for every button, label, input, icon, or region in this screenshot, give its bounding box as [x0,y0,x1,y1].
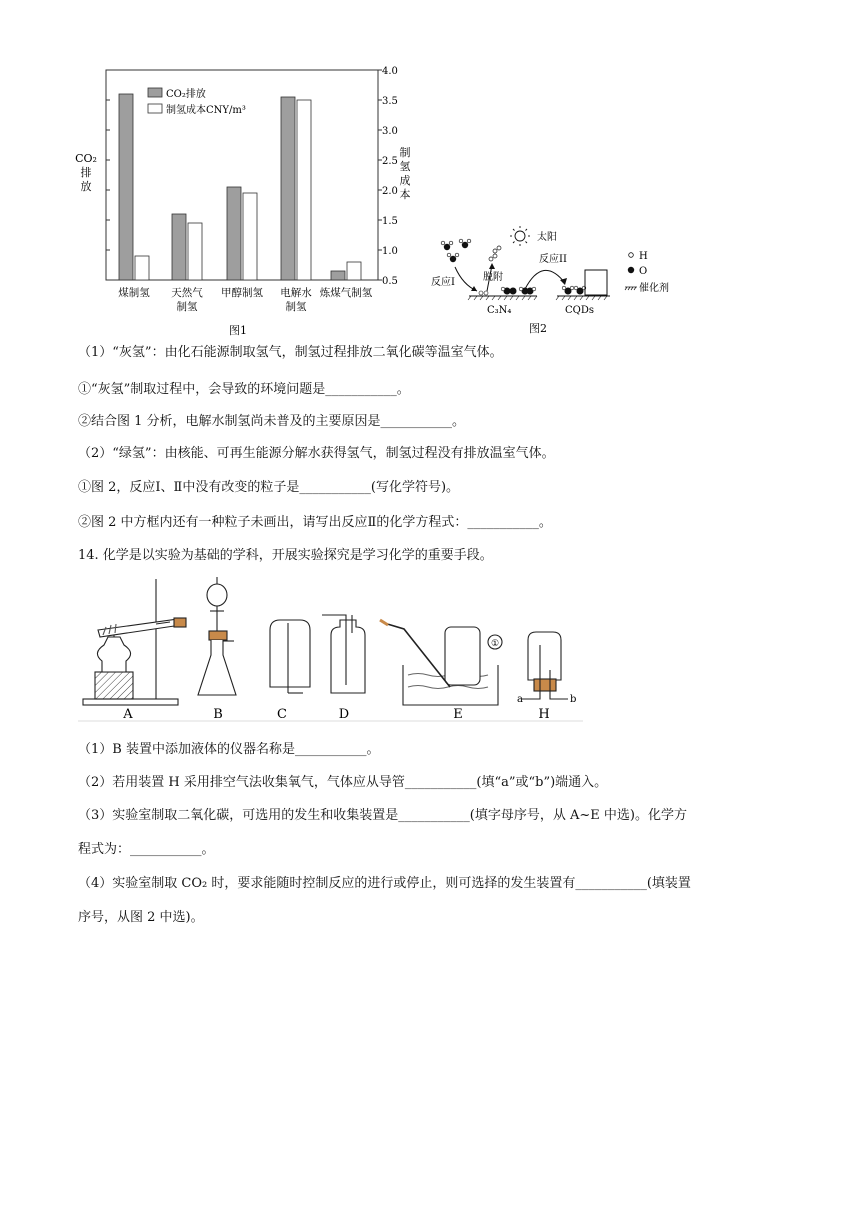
right-tick-label-7: 0.5 [382,276,398,287]
y-left-label-2: 放 [80,180,92,193]
label-d: D [338,707,350,722]
cost-bar-2 [243,193,257,280]
sub-question-4-line2: 序号，从图 2 中选)。 [78,910,204,925]
arrow-reaction2 [525,270,565,289]
right-tick-label-0: 4.0 [382,66,398,77]
y-left-label-1: 排 [80,166,92,179]
right-tick-label-5: 1.5 [382,216,398,227]
label-b: B [213,707,223,722]
figure1-chart [70,60,410,345]
label-reaction1: 反应I [431,277,455,288]
category-label-1a: 天然气 [171,287,203,299]
co2-bar-4 [331,271,345,280]
label-a: A [123,707,133,722]
plot-frame [106,70,378,280]
label-h: H [538,707,550,722]
y-right-label-2: 成 [399,174,410,187]
q1-a: ①“灰氢”制取过程中，会导致的环境问题是___________。 [78,382,410,397]
apparatus-c [270,620,310,693]
figure2-caption: 图2 [529,322,547,335]
sub-question-4-line1: （4）实验室制取 CO₂ 时，要求能随时控制反应的进行或停止，则可选择的发生装置有___________(填装置 [78,876,691,891]
legend-co2-label: CO₂排放 [166,89,206,100]
y-right-label-3: 本 [399,188,410,201]
label-sun: 太阳 [537,232,557,243]
legend-h-icon [629,253,634,258]
figure2-diagram [425,225,690,340]
label-desorb: 脱附 [483,272,503,283]
label-cqds: CQDs [565,305,594,316]
cost-bar-4 [347,262,361,280]
q14-title: 14. 化学是以实验为基础的学科，开展实验探究是学习化学的重要手段。 [78,548,493,563]
right-tick-label-1: 3.5 [382,96,398,107]
label-c: C [277,707,287,722]
sub-question-2: （2）若用装置 H 采用排空气法收集氧气，气体应从导管___________(填“a”或“b”)端通入。 [78,775,608,790]
marker-1: ① [490,639,500,649]
category-label-3a: 电解水 [280,287,312,299]
legend-o: O [639,266,648,277]
apparatus-h [522,632,568,699]
empty-box [585,270,607,295]
sun-icon [510,226,530,246]
legend-o-icon [628,267,634,273]
category-label-0: 煤制氢 [118,287,150,299]
sub-question-3-line1: （3）实验室制取二氧化碳，可选用的发生和收集装置是___________(填字母序号，从 A~E 中选)。化学方 [78,808,687,823]
co2-bar-3 [281,97,295,280]
apparatus-e [380,620,502,705]
category-label-4: 炼煤气制氢 [319,287,373,299]
port-a: a [517,694,523,705]
water-molecules-group [441,239,471,262]
y-left-label-0: CO₂ [75,152,97,165]
category-label-3b: 制氢 [285,301,307,313]
apparatus-b [198,577,236,695]
right-tick-label-2: 3.0 [382,126,398,137]
category-label-1b: 制氢 [176,301,198,313]
cost-bar-0 [135,256,149,280]
cost-bar-3 [297,100,311,280]
cost-bar-1 [188,223,202,280]
port-b: b [570,694,577,705]
legend-cost-swatch [148,104,162,113]
sub-question-3-line2: 程式为：___________。 [78,842,215,857]
apparatus-figure [78,575,583,725]
label-reaction2: 反应II [539,254,567,265]
y-right-label-0: 制 [399,146,410,159]
q2-intro: （2）“绿氢”：由核能、可再生能源分解水获得氢气，制氢过程没有排放温室气体。 [78,446,555,461]
legend-co2-swatch [148,88,162,97]
right-tick-label-6: 1.0 [382,246,398,257]
right-tick-label-3: 2.5 [382,156,398,167]
q1-b: ②结合图 1 分析，电解水制氢尚未普及的主要原因是___________。 [78,414,466,429]
label-c3n4: C₃N₄ [487,305,512,316]
co2-bar-0 [119,94,133,280]
apparatus-d [322,615,365,693]
legend-catalyst-icon [625,287,637,290]
legend-cost-label: 制氢成本CNY/m³ [166,105,246,116]
figure1-caption: 图1 [229,324,247,337]
q2-a: ①图 2，反应Ⅰ、Ⅱ中没有改变的粒子是___________(写化学符号)。 [78,480,460,495]
q2-b: ②图 2 中方框内还有一种粒子未画出，请写出反应Ⅱ的化学方程式：___________。 [78,515,552,530]
category-label-2: 甲醇制氢 [221,287,263,299]
co2-bar-2 [227,187,241,280]
right-tick-label-4: 2.0 [382,186,398,197]
y-right-label-1: 氢 [399,160,410,173]
legend-catalyst: 催化剂 [639,283,669,294]
sub-question-1: （1）B 装置中添加液体的仪器名称是___________。 [78,742,380,757]
co2-bar-1 [172,214,186,280]
apparatus-a [83,579,186,705]
legend-h: H [639,251,648,262]
label-e: E [453,707,463,722]
q1-intro: （1）“灰氢”：由化石能源制取氢气，制氢过程排放二氧化碳等温室气体。 [78,345,503,360]
